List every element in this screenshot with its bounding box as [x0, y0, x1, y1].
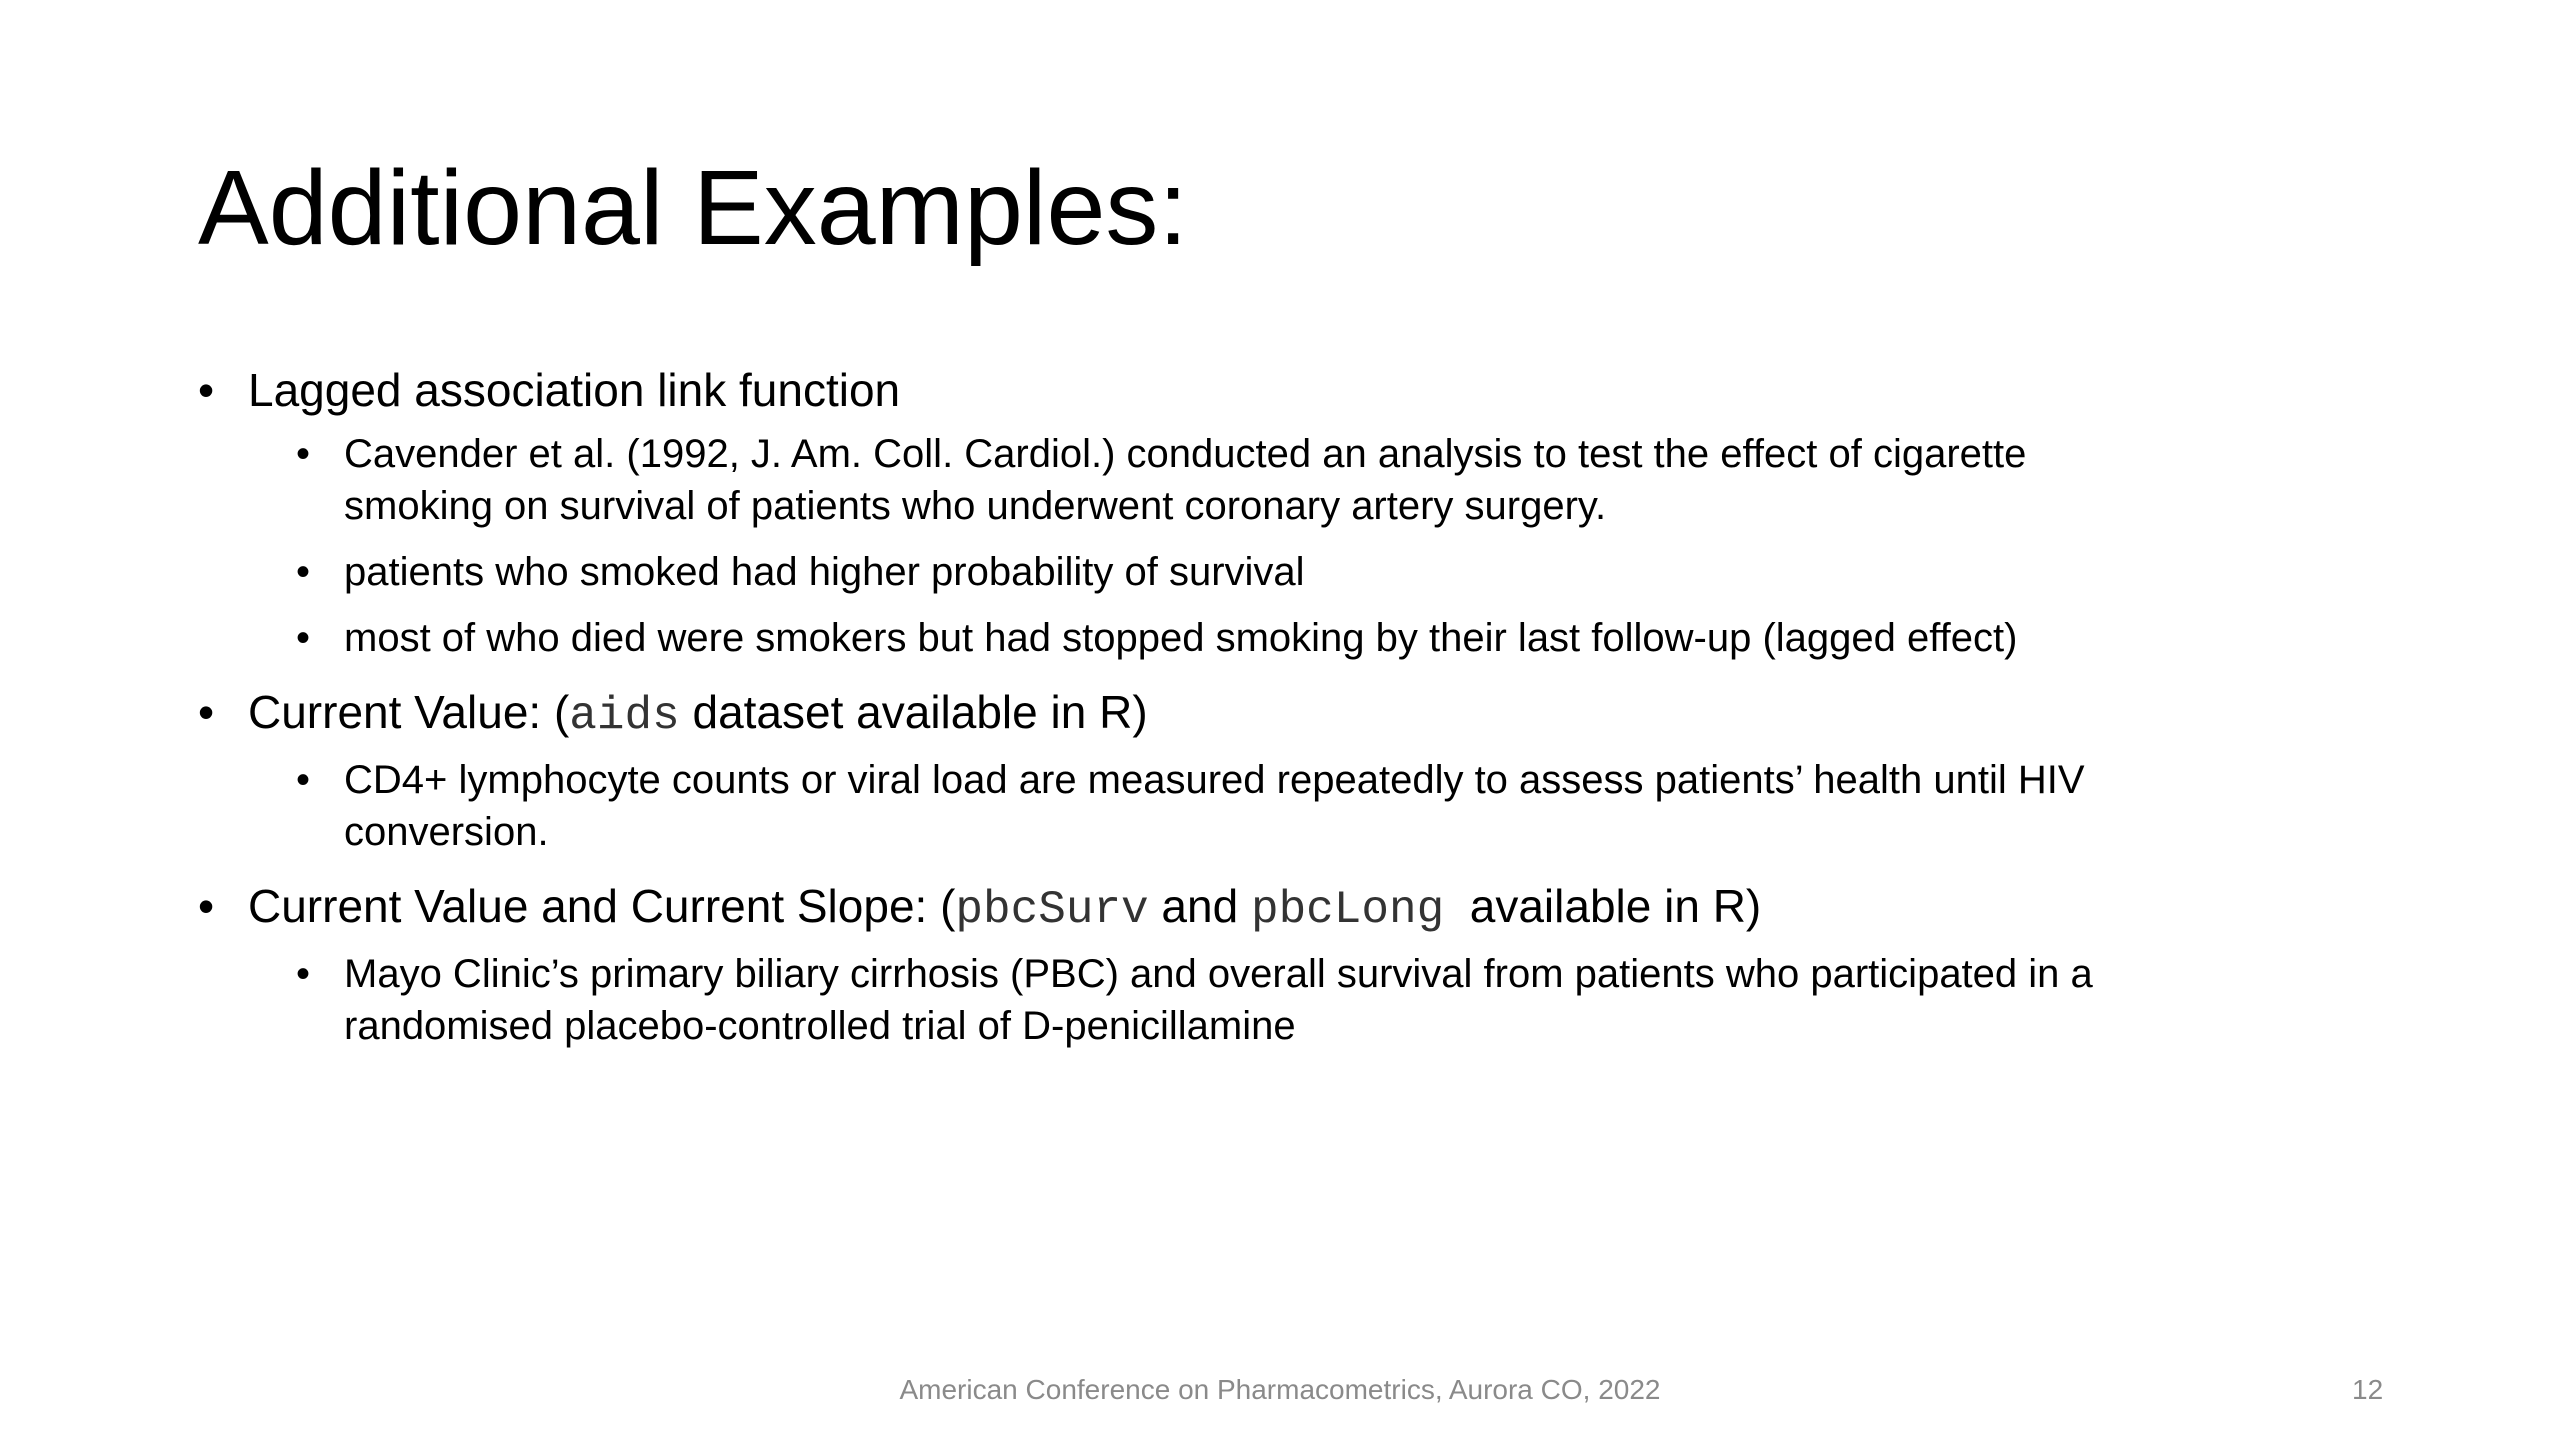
bullet-list — [198, 362, 2148, 1066]
bullet-prefix: Current Value and Current Slope: ( — [248, 880, 956, 932]
sub-bullet-cd4: • CD4+ lymphocyte counts or viral load are measured repeatedly to assess patients’ health until HIV conversion. — [296, 754, 2148, 858]
bullet-text: Lagged association link function — [248, 364, 901, 416]
sub-bullet-mayo-clinic: • Mayo Clinic’s primary biliary cirrhosis (PBC) and overall survival from patients who participated in a randomised placebo-controlled trial of D-penicillamine — [296, 948, 2148, 1052]
sub-bullet-cavender: • Cavender et al. (1992, J. Am. Coll. Cardiol.) conducted an analysis to test the effect of cigarette smoking on survival of patients who underwent coronary artery surgery. — [296, 428, 2148, 532]
code-aids: aids — [569, 690, 680, 742]
bullet-current-value-slope — [198, 878, 2148, 938]
bullet-prefix: Current Value: ( — [248, 686, 570, 738]
bullet-suffix: dataset available in R) — [679, 686, 1148, 738]
bullet-lagged-association — [198, 362, 2148, 418]
page-number: 12 — [2352, 1374, 2384, 1405]
bullet-current-value — [198, 684, 2148, 744]
sub-bullet-list — [198, 428, 2148, 664]
slide-footer: American Conference on Pharmacometrics, Aurora CO, 2022 — [899, 1374, 1661, 1405]
sub-bullet-list — [198, 948, 2148, 1052]
code-pbcsurv: pbcSurv — [955, 884, 1149, 936]
sub-bullet-smokers-survival: • patients who smoked had higher probability of survival — [296, 546, 2148, 598]
code-pbclong: pbcLong — [1250, 884, 1445, 936]
sub-bullet-lagged-effect: • most of who died were smokers but had stopped smoking by their last follow-up (lagged effect) — [296, 612, 2148, 664]
slide-title: Additional Examples: — [198, 149, 1188, 267]
bullet-suffix: available in R) — [1444, 880, 1762, 932]
bullet-middle: and — [1148, 880, 1251, 932]
sub-bullet-list — [198, 754, 2148, 858]
